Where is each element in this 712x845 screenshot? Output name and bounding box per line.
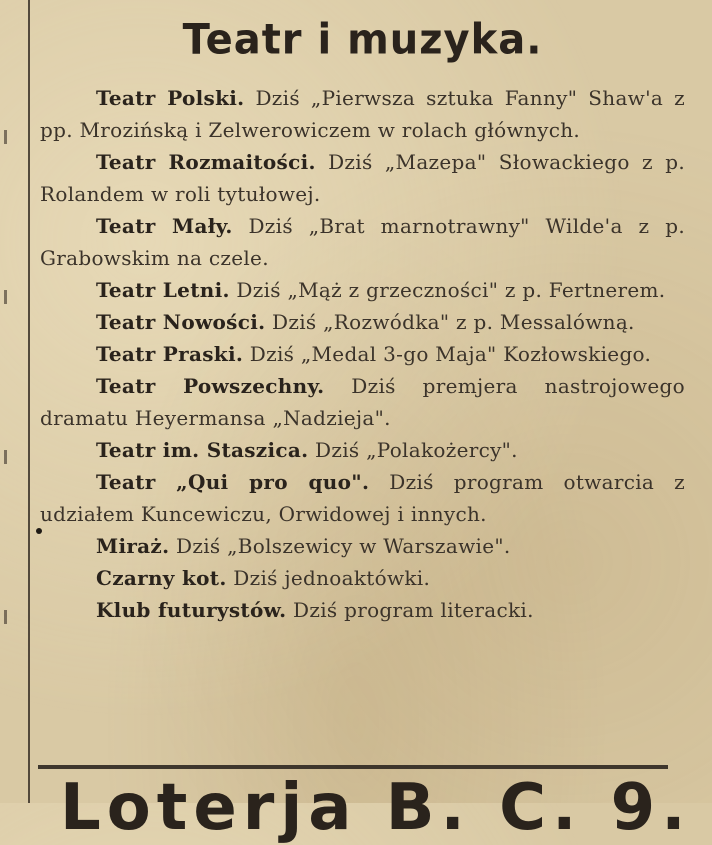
listing-name: Teatr Polski.	[96, 86, 245, 110]
listing-text: Dziś „Polakożercy".	[308, 438, 518, 462]
listing-teatr-rozmaitosci	[40, 146, 685, 210]
listing-teatr-qui-pro-quo	[40, 466, 685, 530]
listing-text: Dziś „Rozwódka" z p. Messalówną.	[265, 310, 635, 334]
listing-name: Teatr Rozmaitości.	[96, 150, 316, 174]
listing-text: Dziś „Pierwsza sztuka Fanny" Shaw'a z pp. Mrozińską i Zelwerowiczem w rolach głównych.	[40, 86, 686, 142]
listing-text: Dziś „Bolszewicy w Warszawie".	[169, 534, 511, 558]
listing-text: Dziś „Medal 3-go Maja" Kozłowskiego.	[243, 342, 652, 366]
margin-marks	[0, 0, 20, 803]
listing-name: Teatr Letni.	[96, 278, 230, 302]
listing-name: Teatr Mały.	[96, 214, 233, 238]
listing-teatr-nowosci	[40, 306, 685, 338]
listing-name: Teatr „Qui pro quo".	[96, 470, 370, 494]
listing-name: Teatr Praski.	[96, 342, 244, 366]
next-article-headline-text: Loterja B. C. 9.	[60, 771, 692, 845]
listing-name: Klub futurystów.	[96, 598, 287, 622]
listing-text: Dziś jednoaktówki.	[226, 566, 431, 590]
listing-text: Dziś „Mąż z grzeczności" z p. Fertnerem.	[229, 278, 666, 302]
listing-teatr-staszica	[40, 434, 685, 466]
next-article-headline	[60, 771, 692, 845]
listing-name: Teatr Powszechny.	[96, 374, 325, 398]
listing-czarny-kot	[40, 562, 685, 594]
column-rule-left	[28, 0, 30, 803]
listing-teatr-letni	[40, 274, 685, 306]
listing-text: Dziś „Mazepa" Słowackiego z p. Rolandem w roli tytułowej.	[40, 150, 685, 206]
section-divider	[38, 765, 668, 769]
listing-teatr-praski	[40, 338, 685, 370]
listing-text: Dziś program literacki.	[286, 598, 534, 622]
listing-text: Dziś program otwarcia z udziałem Kuncewiczu, Orwidowej i innych.	[40, 470, 685, 526]
listing-klub-futurystow	[40, 594, 685, 626]
listing-text: Dziś „Brat marnotrawny" Wilde'a z p. Grabowskim na czele.	[40, 214, 685, 270]
listing-name: Miraż.	[96, 534, 170, 558]
listing-text: Dziś premjera nastrojowego dramatu Heyermansa „Nadzieja".	[40, 374, 686, 430]
listing-name: Czarny kot.	[96, 566, 227, 590]
article-headline: Teatr i muzyka.	[182, 15, 543, 65]
theatre-listings	[40, 82, 685, 626]
listing-teatr-polski	[40, 82, 685, 146]
theatre-music-article	[40, 0, 685, 760]
listing-teatr-powszechny	[40, 370, 685, 434]
listing-teatr-maly	[40, 210, 685, 274]
listing-name: Teatr Nowości.	[96, 310, 266, 334]
ink-speck	[36, 528, 42, 534]
listing-name: Teatr im. Staszica.	[96, 438, 309, 462]
listing-miraz	[40, 530, 685, 562]
